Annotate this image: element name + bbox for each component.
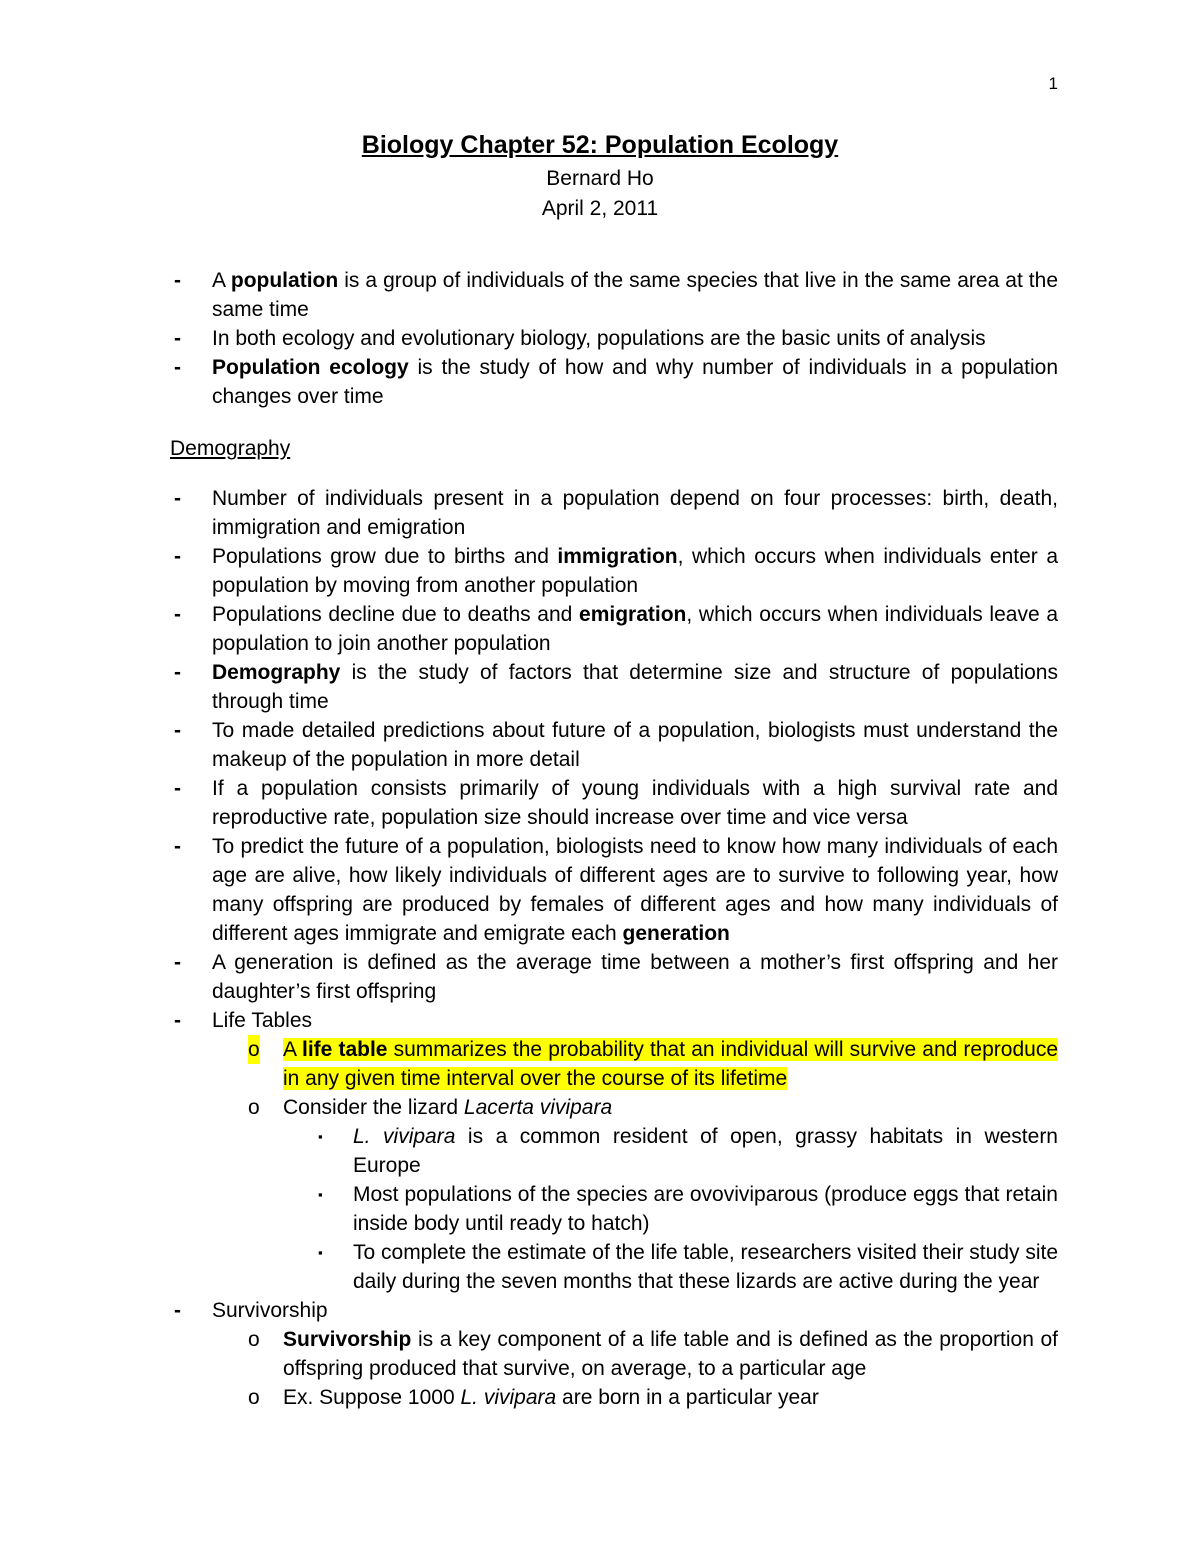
circle-marker: o xyxy=(248,1386,260,1409)
date: April 2, 2011 xyxy=(541,197,659,220)
dash-marker: - xyxy=(174,719,181,742)
dash-marker: - xyxy=(174,1009,181,1032)
page-number: 1 xyxy=(1048,74,1058,93)
list-item: - A population is a group of individuals of the same species that live in the same area at the same time xyxy=(170,266,1058,324)
document-title: Biology Chapter 52: Population Ecology xyxy=(361,131,839,159)
circle-marker: o xyxy=(248,1328,260,1351)
list-item-survivorship: - Survivorship xyxy=(170,1296,1058,1325)
square-marker: ▪ xyxy=(318,1129,323,1144)
sub-list-item-highlighted xyxy=(170,1035,1058,1093)
dash-marker: - xyxy=(174,269,181,292)
sub-sub-list-item: ▪ To complete the estimate of the life table, researchers visited their study site daily during the seven months that these lizards are active during the year xyxy=(170,1238,1058,1296)
author: Bernard Ho xyxy=(546,167,654,190)
sub-sub-list-item: ▪ Most populations of the species are ovoviviparous (produce eggs that retain inside body until ready to hatch) xyxy=(170,1180,1058,1238)
list-item: - Number of individuals present in a population depend on four processes: birth, death, immigration and emigration xyxy=(170,484,1058,542)
highlighted-text: A life table summarizes the probability that an individual will survive and reproduce in any given time interval over the course of its lifetime xyxy=(283,1038,1058,1090)
list-item: - Demography is the study of factors that determine size and structure of populations through time xyxy=(170,658,1058,716)
square-marker: ▪ xyxy=(318,1245,323,1260)
dash-marker: - xyxy=(174,951,181,974)
list-item: - In both ecology and evolutionary biology, populations are the basic units of analysis xyxy=(170,324,1058,353)
dash-marker: - xyxy=(174,545,181,568)
list-item: - If a population consists primarily of young individuals with a high survival rate and reproductive rate, population size should increase over time and vice versa xyxy=(170,774,1058,832)
dash-marker: - xyxy=(174,661,181,684)
circle-marker: o xyxy=(248,1035,260,1064)
sub-list-item: o Ex. Suppose 1000 L. vivipara are born in a particular year xyxy=(170,1383,1058,1412)
dash-marker: - xyxy=(174,835,181,858)
list-item: - To predict the future of a population, biologists need to know how many individuals of each age are alive, how likely individuals of different ages are to survive to following year, how many offspring are produced by females of different ages and how many individuals of different ages immigrate and emigrate each generation xyxy=(170,832,1058,948)
list-item: - Populations grow due to births and immigration, which occurs when individuals enter a population by moving from another population xyxy=(170,542,1058,600)
section-heading-demography: Demography xyxy=(170,437,291,460)
list-item: - Population ecology is the study of how and why number of individuals in a population changes over time xyxy=(170,353,1058,411)
sub-list-item: o Survivorship is a key component of a life table and is defined as the proportion of offspring produced that survive, on average, to a particular age xyxy=(170,1325,1058,1383)
list-item: - A generation is defined as the average time between a mother’s first offspring and her daughter’s first offspring xyxy=(170,948,1058,1006)
list-item-life-tables: - Life Tables xyxy=(170,1006,1058,1035)
circle-marker: o xyxy=(248,1096,260,1119)
sub-list-item: o Consider the lizard Lacerta vivipara xyxy=(170,1093,1058,1122)
list-item: - To made detailed predictions about future of a population, biologists must understand the makeup of the population in more detail xyxy=(170,716,1058,774)
document-header xyxy=(0,128,1200,224)
dash-marker: - xyxy=(174,487,181,510)
document-body xyxy=(170,266,1058,1412)
list-item: - Populations decline due to deaths and emigration, which occurs when individuals leave a population to join another population xyxy=(170,600,1058,658)
dash-marker: - xyxy=(174,1299,181,1322)
dash-marker: - xyxy=(174,327,181,350)
sub-sub-list-item: ▪ L. vivipara is a common resident of open, grassy habitats in western Europe xyxy=(170,1122,1058,1180)
intro-list xyxy=(170,266,1058,411)
dash-marker: - xyxy=(174,603,181,626)
square-marker: ▪ xyxy=(318,1187,323,1202)
dash-marker: - xyxy=(174,777,181,800)
dash-marker: - xyxy=(174,356,181,379)
demography-list xyxy=(170,484,1058,1412)
